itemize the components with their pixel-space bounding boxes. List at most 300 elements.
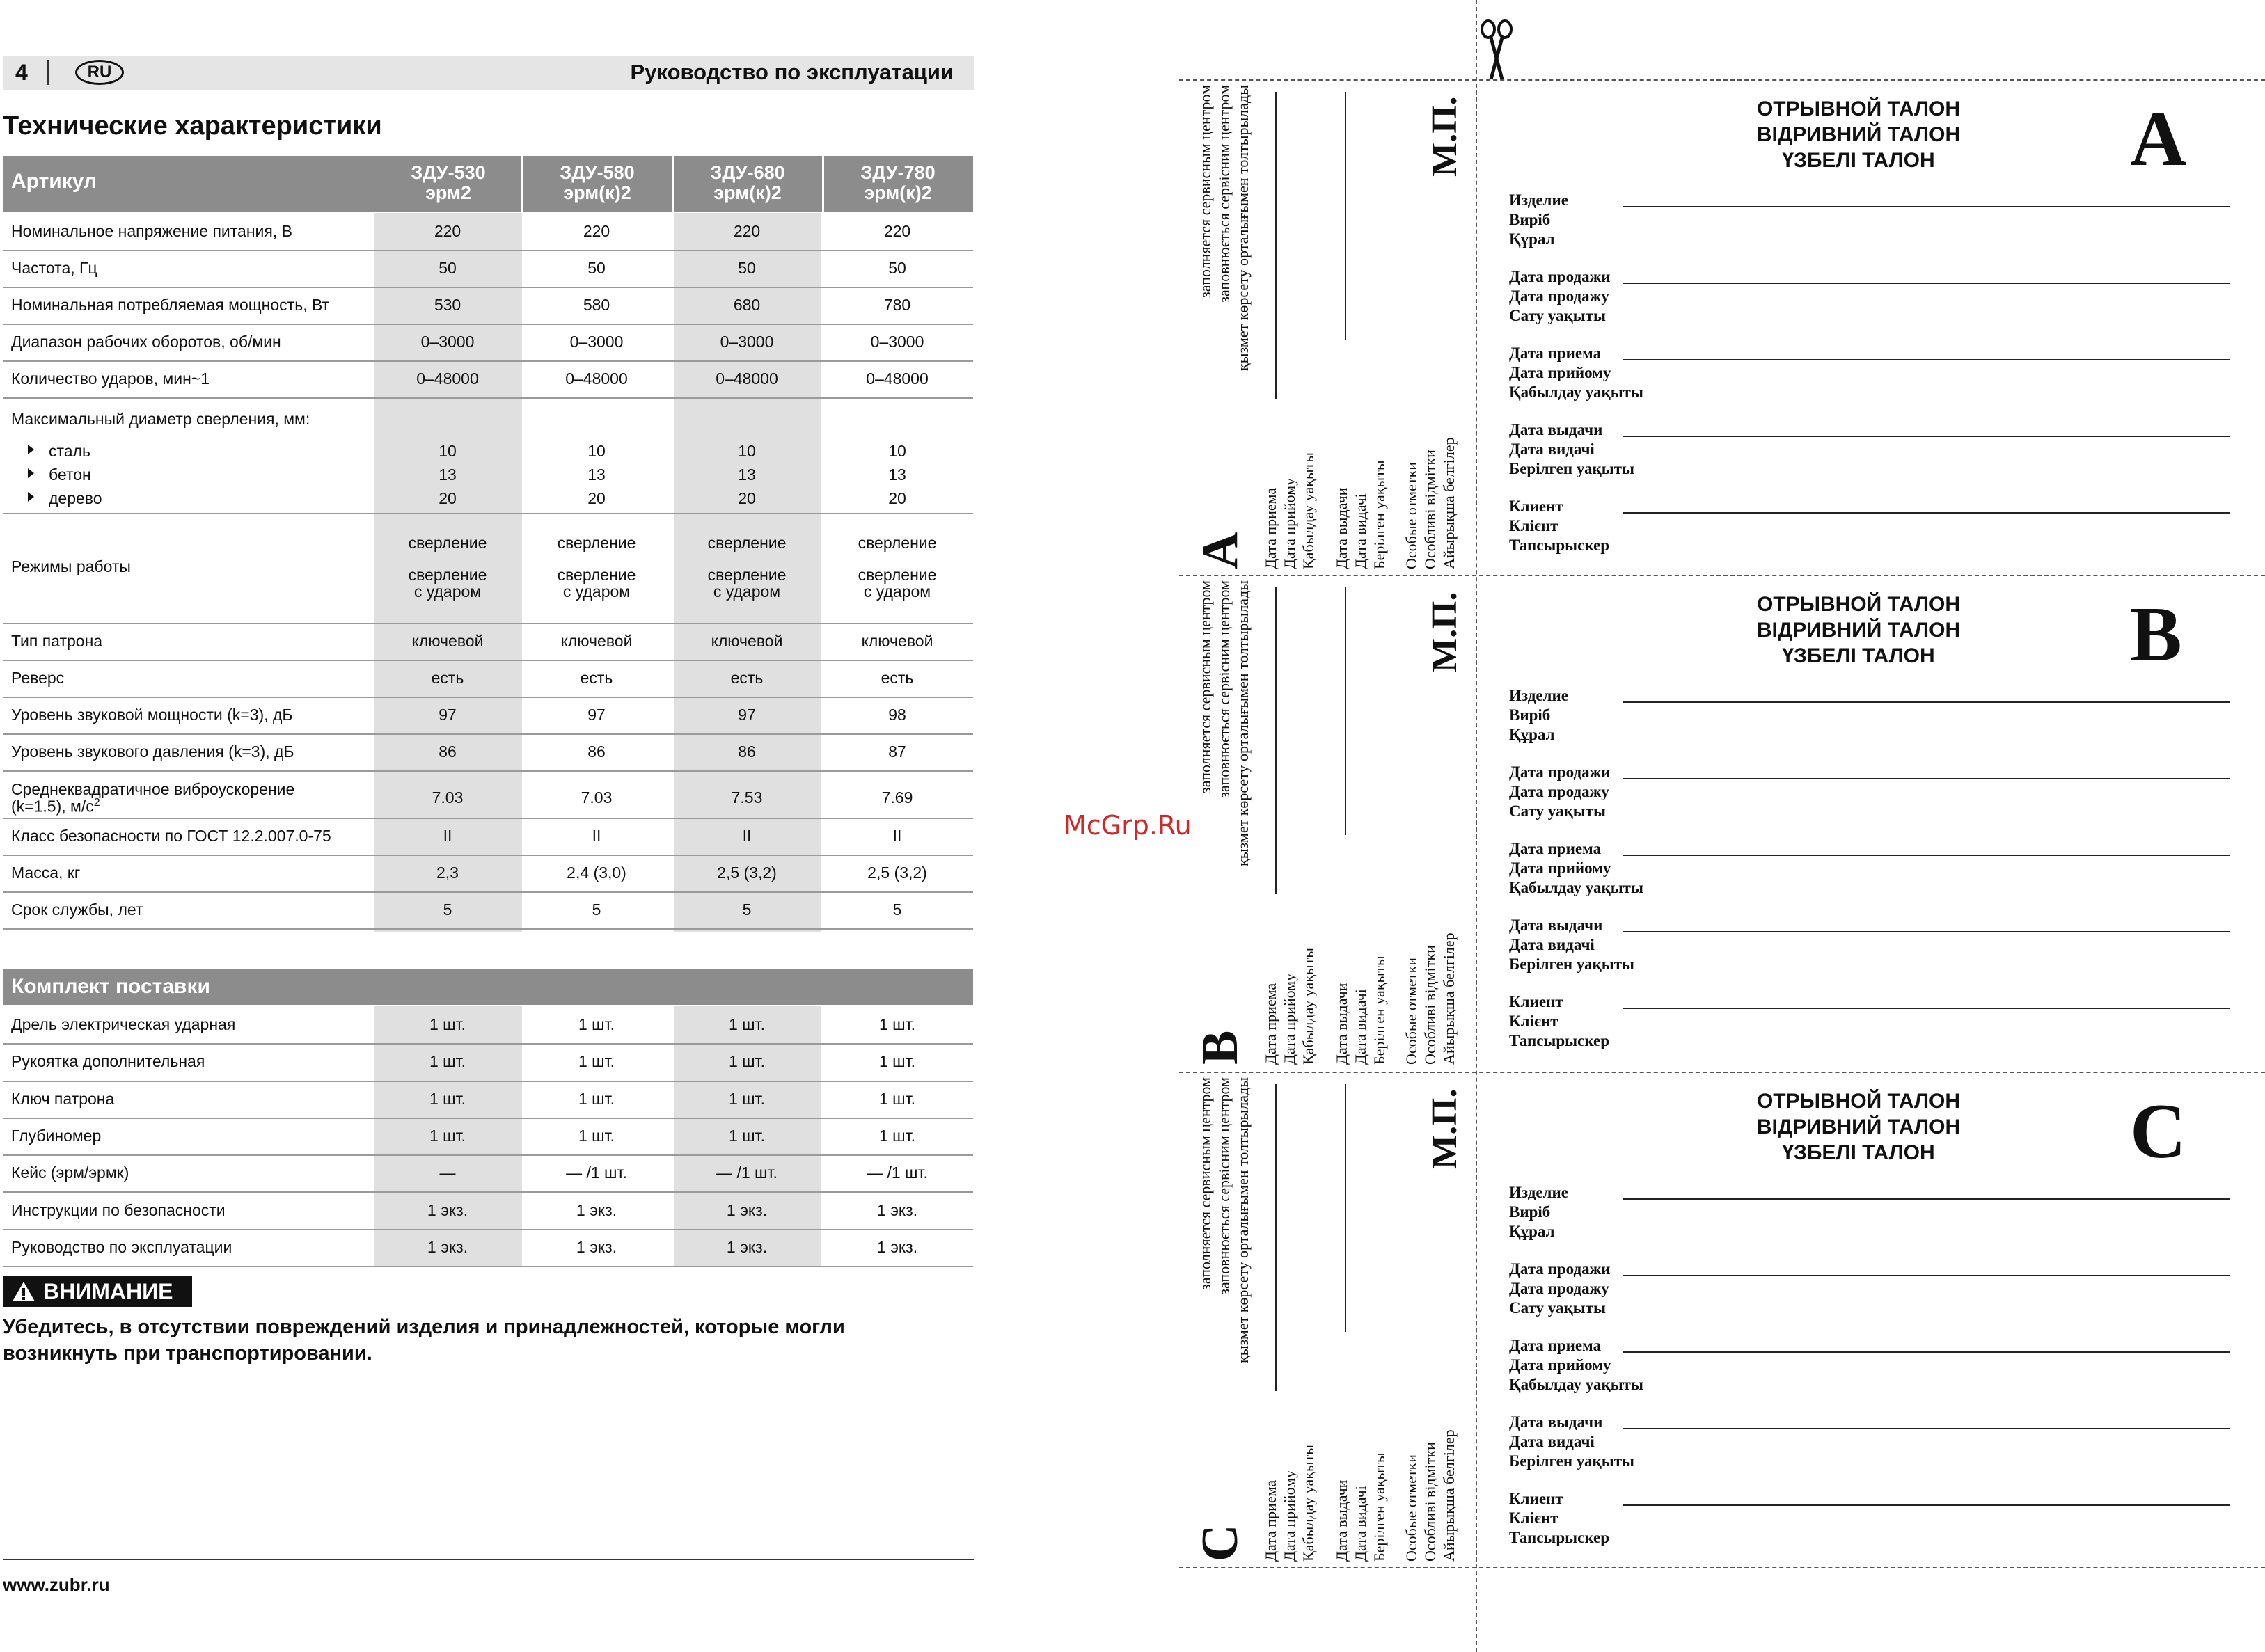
kit-cell: 1 шт. [728,1015,765,1033]
coupon-field-line [1623,436,2230,437]
triangle-bullet-icon [28,445,34,454]
kit-row-label: Ключ патрона [11,1089,115,1108]
model-variant: эрм(к)2 [713,182,782,203]
coupon-field-label: Изделие [1509,1184,1568,1201]
stamp-place: М.П. [1425,1088,1465,1169]
kit-cell: — /1 шт. [566,1163,627,1182]
stub-line: Қабылдау уақыты [1300,452,1317,569]
spec-cell: 7.03 [432,788,464,807]
coupon-field-label: Дата приема [1509,1337,1602,1354]
spec-cell: II [742,826,752,845]
spec-cell: 5 [443,900,452,919]
kit-cell: 1 шт. [878,1089,915,1108]
coupon-field-label: Құрал [1509,230,1555,248]
spec-row-label: Срок службы, лет [11,900,143,919]
spec-cell: 50 [888,258,906,277]
kit-cell: 1 шт. [429,1015,466,1033]
triangle-bullet-icon [28,492,34,502]
spec-row-label: Масса, кг [11,863,81,882]
spec-cell: 2,5 (3,2) [717,863,777,882]
vibration-unit: (k=1.5), м/с [11,797,94,816]
service-note-line: заполняется сервисным центром [1197,85,1214,298]
kit-cell: 1 шт. [878,1015,915,1033]
service-note-line: қызмет көрсету орталығымен толтырылады [1234,580,1252,866]
coupon-field-label: Дата видачі [1509,440,1595,458]
spec-row-label: Реверс [11,668,65,687]
spec-cell: 98 [888,705,906,724]
spec-cell: 86 [738,742,756,761]
stub-special-notes [1402,437,1458,569]
spec-cell: 13 [587,466,606,484]
spec-cell: 0–48000 [565,369,628,388]
kit-row-label: Руководство по эксплуатации [11,1237,232,1256]
signature-line [1275,1084,1277,1391]
spec-cell: 13 [888,466,906,484]
coupon-field-label: Дата продажи [1509,763,1611,781]
mode-impact-line1: сверление [557,566,636,584]
model-name: ЗДУ-780 [860,162,936,183]
coupon-stub-letter: A [1192,532,1249,569]
stub-line: Особливі відмітки [1421,1442,1439,1562]
warning-triangle-icon [11,1280,36,1303]
coupon-field-line [1623,283,2230,284]
model-variant: эрм(к)2 [864,182,932,203]
row-rule [3,733,973,735]
coupon-title-line: ОТРЫВНОЙ ТАЛОН [1756,1090,1961,1113]
coupon-field-label: Дата видачі [1509,1433,1595,1450]
stub-line: Дата выдачи [1333,487,1350,569]
spec-cell: 530 [434,295,461,314]
spec-cell: 50 [738,258,756,277]
spec-row-label: Частота, Гц [11,258,97,277]
coupon-field-label: Дата выдачи [1509,1413,1603,1431]
coupon-field-label: Тапсырыскер [1509,1032,1610,1049]
mode-drilling: сверление [858,534,937,552]
stub-line: Особливі відмітки [1421,945,1439,1065]
cut-line-vertical [1476,0,1477,1652]
spec-cell: 7.53 [731,788,763,807]
coupon-field-label: Берілген уақыты [1509,1452,1635,1470]
stub-receive-date [1261,948,1318,1065]
row-rule [3,1154,973,1156]
spec-cell: 580 [583,295,610,314]
kit-cell: 1 шт. [578,1015,615,1033]
stub-issue-date [1332,955,1389,1065]
mode-impact-line1: сверление [707,566,787,584]
coupon-stub-letter: C [1192,1524,1249,1562]
coupon-field-label: Клієнт [1509,517,1558,534]
coupon-field-label: Дата продажу [1509,783,1609,800]
spec-cell: 0–48000 [716,369,778,388]
spec-cell: 13 [738,466,756,484]
row-rule [3,397,973,399]
coupon-field-label: Тапсырыскер [1509,537,1610,554]
signature-line [1275,587,1277,894]
spec-cell: 780 [883,295,911,314]
spec-cell: 680 [733,295,761,314]
scissors-icon [1474,19,1516,82]
row-rule [3,818,973,819]
coupon-title [1698,591,2019,669]
kit-cell: 1 шт. [578,1126,615,1145]
coupon-title-line: ВІДРИВНИЙ ТАЛОН [1756,123,1961,146]
mode-impact-line2: с ударом [413,582,482,601]
spec-cell: 5 [592,900,601,919]
spec-cell: ключевой [411,631,484,650]
spec-cell: есть [580,668,613,687]
kit-cell: — /1 шт. [867,1163,928,1182]
model-column-header [674,163,821,203]
coupon-title-line: ҮЗБЕЛІ ТАЛОН [1782,644,1935,667]
coupon-letter: A [2130,96,2186,182]
row-rule [3,1266,973,1267]
coupon-field-line [1623,512,2230,514]
spec-cell: 5 [892,900,902,919]
coupon-field-label: Дата продажи [1509,1260,1611,1278]
coupon-title-line: ВІДРИВНИЙ ТАЛОН [1756,619,1961,642]
row-rule [3,623,973,624]
coupon-field-label: Виріб [1509,706,1551,724]
coupon-field-label: Қабылдау уақыты [1509,1376,1643,1393]
row-rule [3,1043,973,1045]
spec-cell: 0–3000 [720,332,774,351]
coupon-field-label: Дата видачі [1509,936,1595,953]
spec-cell: II [443,826,452,845]
kit-cell: 1 шт. [728,1052,765,1071]
kit-row-label: Глубиномер [11,1126,102,1145]
coupon-letter: C [2130,1088,2186,1175]
spec-cell: 10 [888,442,906,460]
signature-line [1345,1084,1346,1332]
stub-line: Қабылдау уақыты [1300,947,1317,1065]
spec-cell: 2,3 [436,863,459,882]
model-name: ЗДУ-580 [560,162,635,183]
mode-impact-line2: с ударом [713,582,781,601]
spec-cell: 5 [742,900,752,919]
stub-line: Дата прийому [1281,477,1298,569]
coupon-field-label: Сату уақыты [1509,802,1606,820]
row-rule [3,1118,973,1119]
stub-line: Особые отметки [1403,958,1420,1065]
kit-row-label: Инструкции по безопасности [11,1200,226,1219]
spec-cell: 220 [434,221,461,240]
coupon-field-label: Дата приема [1509,840,1602,857]
service-center-note [1196,85,1252,412]
stub-line: Дата прийому [1281,1470,1298,1562]
stub-line: Особые отметки [1403,1454,1420,1562]
model-column-header [523,163,671,203]
kit-cell: 1 шт. [728,1126,765,1145]
mode-impact-line1: сверление [858,566,937,584]
service-center-note [1196,580,1252,907]
stub-line: Берілген уақыты [1371,955,1388,1065]
watermark: McGrp.Ru [1064,810,1192,841]
service-note-line: заповнюється сервісним центром [1215,1077,1233,1295]
header-title: Руководство по эксплуатации [630,60,954,84]
coupon-field-label: Дата прийому [1509,859,1611,877]
spec-row-label: Номинальная потребляемая мощность, Вт [11,295,330,314]
cut-line-horizontal [1179,1567,2265,1568]
spec-row-label: Номинальное напряжение питания, В [11,221,292,240]
coupon-field-label: Клиент [1509,993,1563,1010]
stub-line: Берілген уақыты [1371,1452,1388,1562]
service-note-line: заповнюється сервісним центром [1215,85,1233,303]
coupon-field-line [1623,701,2230,703]
model-column-header [374,163,522,203]
coupon-field-label: Виріб [1509,1203,1551,1221]
row-rule [3,697,973,698]
row-rule [3,513,973,514]
stamp-place: М.П. [1425,96,1465,177]
spec-header-label: Артикул [11,170,97,193]
stamp-place: М.П. [1425,591,1465,672]
warning-text: Убедитесь, в отсутствии повреждений изделия и принадлежностей, которые могли возникнуть при транспортировании. [3,1316,845,1365]
kit-row-label: Кейс (эрм/эрмк) [11,1163,129,1182]
spec-cell: 10 [439,442,457,460]
triangle-bullet-icon [28,468,34,478]
coupon-title-line: ВІДРИВНИЙ ТАЛОН [1756,1115,1961,1138]
material-label: сталь [49,442,90,460]
signature-line [1275,92,1277,399]
stub-line: Қабылдау уақыты [1300,1444,1317,1562]
coupon-field-label: Сату уақыты [1509,307,1606,324]
coupon-field-line [1623,1275,2230,1276]
model-variant: эрм2 [425,182,472,203]
row-rule [3,1229,973,1230]
stub-issue-date [1332,460,1389,569]
cut-line-horizontal [1179,575,2265,576]
kit-cell: 1 шт. [429,1052,466,1071]
service-note-line: қызмет көрсету орталығымен толтырылады [1234,1077,1252,1363]
coupon-field-label: Клієнт [1509,1509,1558,1527]
coupon-field-label: Берілген уақыты [1509,955,1635,973]
spec-cell: 87 [888,742,906,761]
kit-cell: 1 экз. [726,1200,768,1219]
kit-cell: 1 экз. [427,1200,468,1219]
stub-line: Дата выдачи [1333,983,1350,1065]
footer-rule [3,1559,974,1560]
max-diameter-label: Максимальный диаметр сверления, мм: [11,410,310,428]
kit-cell: 1 шт. [429,1126,466,1145]
service-note-line: заполняется сервисным центром [1197,1077,1214,1290]
signature-line [1345,587,1346,835]
kit-cell: 1 экз. [876,1200,918,1219]
coupon-field-label: Дата продажу [1509,1280,1609,1297]
kit-cell: 1 шт. [578,1052,615,1071]
coupon-title [1698,1088,2019,1166]
coupon-field-label: Клієнт [1509,1012,1558,1030]
spec-cell: 13 [439,466,457,484]
kit-row-label: Рукоятка дополнительная [11,1052,205,1071]
coupon-field-label: Клиент [1509,1490,1563,1507]
spec-row-label: Тип патрона [11,631,103,650]
spec-cell: 2,5 (3,2) [867,863,927,882]
stub-line: Дата видачі [1352,493,1369,569]
coupon-field-label: Құрал [1509,726,1555,743]
coupon-field-label: Қабылдау уақыты [1509,383,1643,401]
service-note-line: заполняется сервисным центром [1197,580,1214,793]
model-name: ЗДУ-530 [411,162,486,183]
model-name: ЗДУ-680 [710,162,785,183]
spec-cell: 220 [583,221,610,240]
row-rule [3,855,973,856]
mode-impact-line2: с ударом [863,582,931,601]
spec-cell: есть [730,668,764,687]
spec-cell: ключевой [560,631,633,650]
coupon-field-label: Дата приема [1509,344,1602,362]
vibration-unit-exponent: 2 [93,797,100,809]
kit-cell: 1 экз. [726,1237,768,1256]
service-center-note [1196,1077,1252,1404]
coupon-field-line [1623,855,2230,856]
coupon-field-line [1623,1504,2230,1506]
spec-cell: 0–48000 [866,369,929,388]
mode-impact-line2: с ударом [562,582,631,601]
stub-line: Дата приема [1262,983,1279,1065]
kit-header-label: Комплект поставки [11,975,210,998]
row-rule [3,660,973,661]
coupon-field-line [1623,1351,2230,1353]
spec-cell: 0–3000 [569,332,624,351]
stub-line: Дата выдачи [1333,1479,1350,1562]
coupon-field-label: Қабылдау уақыты [1509,879,1643,896]
spec-cell: 20 [738,489,756,507]
kit-cell: 1 шт. [578,1089,615,1108]
coupon-field-line [1623,1008,2230,1009]
row-rule [3,891,973,893]
coupon-field-label: Дата продажи [1509,268,1611,285]
coupon-field-line [1623,778,2230,779]
coupon-title [1698,96,2019,173]
kit-cell: 1 шт. [728,1089,765,1108]
spec-cell: 20 [439,489,457,507]
spec-cell: 86 [439,742,457,761]
spec-cell: 220 [733,221,761,240]
coupon-field-label: Дата прийому [1509,364,1611,381]
coupon-title-line: ҮЗБЕЛІ ТАЛОН [1782,149,1935,172]
coupon-field-label: Изделие [1509,687,1568,704]
coupon-stub-letter: B [1192,1030,1249,1065]
coupon-field-label: Дата прийому [1509,1356,1611,1374]
row-rule [3,250,973,251]
stub-line: Айырықша белгілер [1440,437,1458,569]
row-rule [3,770,973,772]
vibration-label-line1: Среднеквадратичное виброускорение [11,780,295,798]
material-label: дерево [49,489,102,507]
row-rule [3,1081,973,1082]
model-variant: эрм(к)2 [563,182,631,203]
kit-cell: — /1 шт. [716,1163,778,1182]
spec-cell: 0–48000 [416,369,479,388]
kit-cell: 1 экз. [576,1237,617,1256]
spec-cell: 50 [439,258,457,277]
stub-line: Дата прийому [1281,973,1298,1065]
kit-cell: 1 шт. [878,1052,915,1071]
kit-cell: 1 экз. [576,1200,617,1219]
coupon-field-label: Дата выдачи [1509,916,1603,934]
coupon-field-label: Тапсырыскер [1509,1529,1610,1546]
spec-cell: 20 [888,489,906,507]
header-divider [47,60,49,85]
spec-row-label: Уровень звуковой мощности (k=3), дБ [11,705,293,724]
footer-url: www.zubr.ru [3,1574,110,1595]
modes-label: Режимы работы [11,557,131,575]
coupon-field-line [1623,206,2230,207]
stub-special-notes [1402,1429,1458,1562]
stub-line: Дата видачі [1352,989,1369,1065]
stub-special-notes [1402,932,1458,1065]
cut-line-horizontal [1179,79,2265,81]
stub-receive-date [1261,1445,1318,1562]
section-title: Технические характеристики [3,111,382,141]
spec-cell: 97 [439,705,457,724]
coupon-field-label: Құрал [1509,1223,1555,1240]
row-rule [3,1191,973,1193]
row-rule [3,287,973,288]
coupon-field-line [1623,1428,2230,1429]
stub-line: Особливі відмітки [1421,450,1439,569]
warning-label: ВНИМАНИЕ [43,1279,173,1304]
spec-cell: II [892,826,902,845]
spec-cell: 10 [587,442,606,460]
spec-cell: 50 [587,258,606,277]
spec-cell: 20 [587,489,606,507]
page-number: 4 [15,60,28,85]
row-rule [3,928,973,930]
kit-row-label: Дрель электрическая ударная [11,1015,236,1033]
mode-impact-line1: сверление [408,566,487,584]
kit-cell: 1 шт. [878,1126,915,1145]
stub-line: Айырықша белгілер [1440,932,1458,1065]
stub-line: Дата приема [1262,1479,1279,1562]
spec-cell: есть [431,668,464,687]
coupon-field-line [1623,931,2230,932]
signature-line [1345,92,1346,340]
mode-drilling: сверление [557,534,636,552]
coupon-field-line [1623,359,2230,360]
coupon-field-label: Сату уақыты [1509,1299,1606,1317]
spec-cell: ключевой [711,631,783,650]
spec-cell: есть [881,668,914,687]
mode-drilling: сверление [707,534,787,552]
stub-line: Особые отметки [1403,462,1420,569]
spec-cell: II [592,826,601,845]
material-label: бетон [49,466,91,484]
spec-cell: 0–3000 [870,332,924,351]
cut-line-horizontal [1179,1072,2265,1073]
coupon-field-label: Дата выдачи [1509,421,1603,438]
kit-cell: — [439,1163,456,1182]
kit-cell: 1 экз. [427,1237,468,1256]
stub-receive-date [1261,452,1318,569]
spec-cell: 220 [883,221,911,240]
mode-drilling: сверление [408,534,487,552]
vibration-label-line2 [11,797,100,816]
spec-row-label: Диапазон рабочих оборотов, об/мин [11,332,281,351]
spec-cell: 86 [587,742,606,761]
kit-cell: 1 экз. [876,1237,918,1256]
warning-badge [3,1276,192,1307]
spec-row-label: Класс безопасности по ГОСТ 12.2.007.0-75 [11,826,331,845]
row-rule [3,360,973,362]
spec-row-label: Количество ударов, мин~1 [11,369,210,388]
spec-cell: 97 [738,705,756,724]
spec-cell: 0–3000 [420,332,475,351]
spec-cell: 7.03 [581,788,613,807]
stub-issue-date [1332,1452,1389,1562]
coupon-field-label: Дата продажу [1509,287,1609,305]
stub-line: Дата приема [1262,487,1279,569]
